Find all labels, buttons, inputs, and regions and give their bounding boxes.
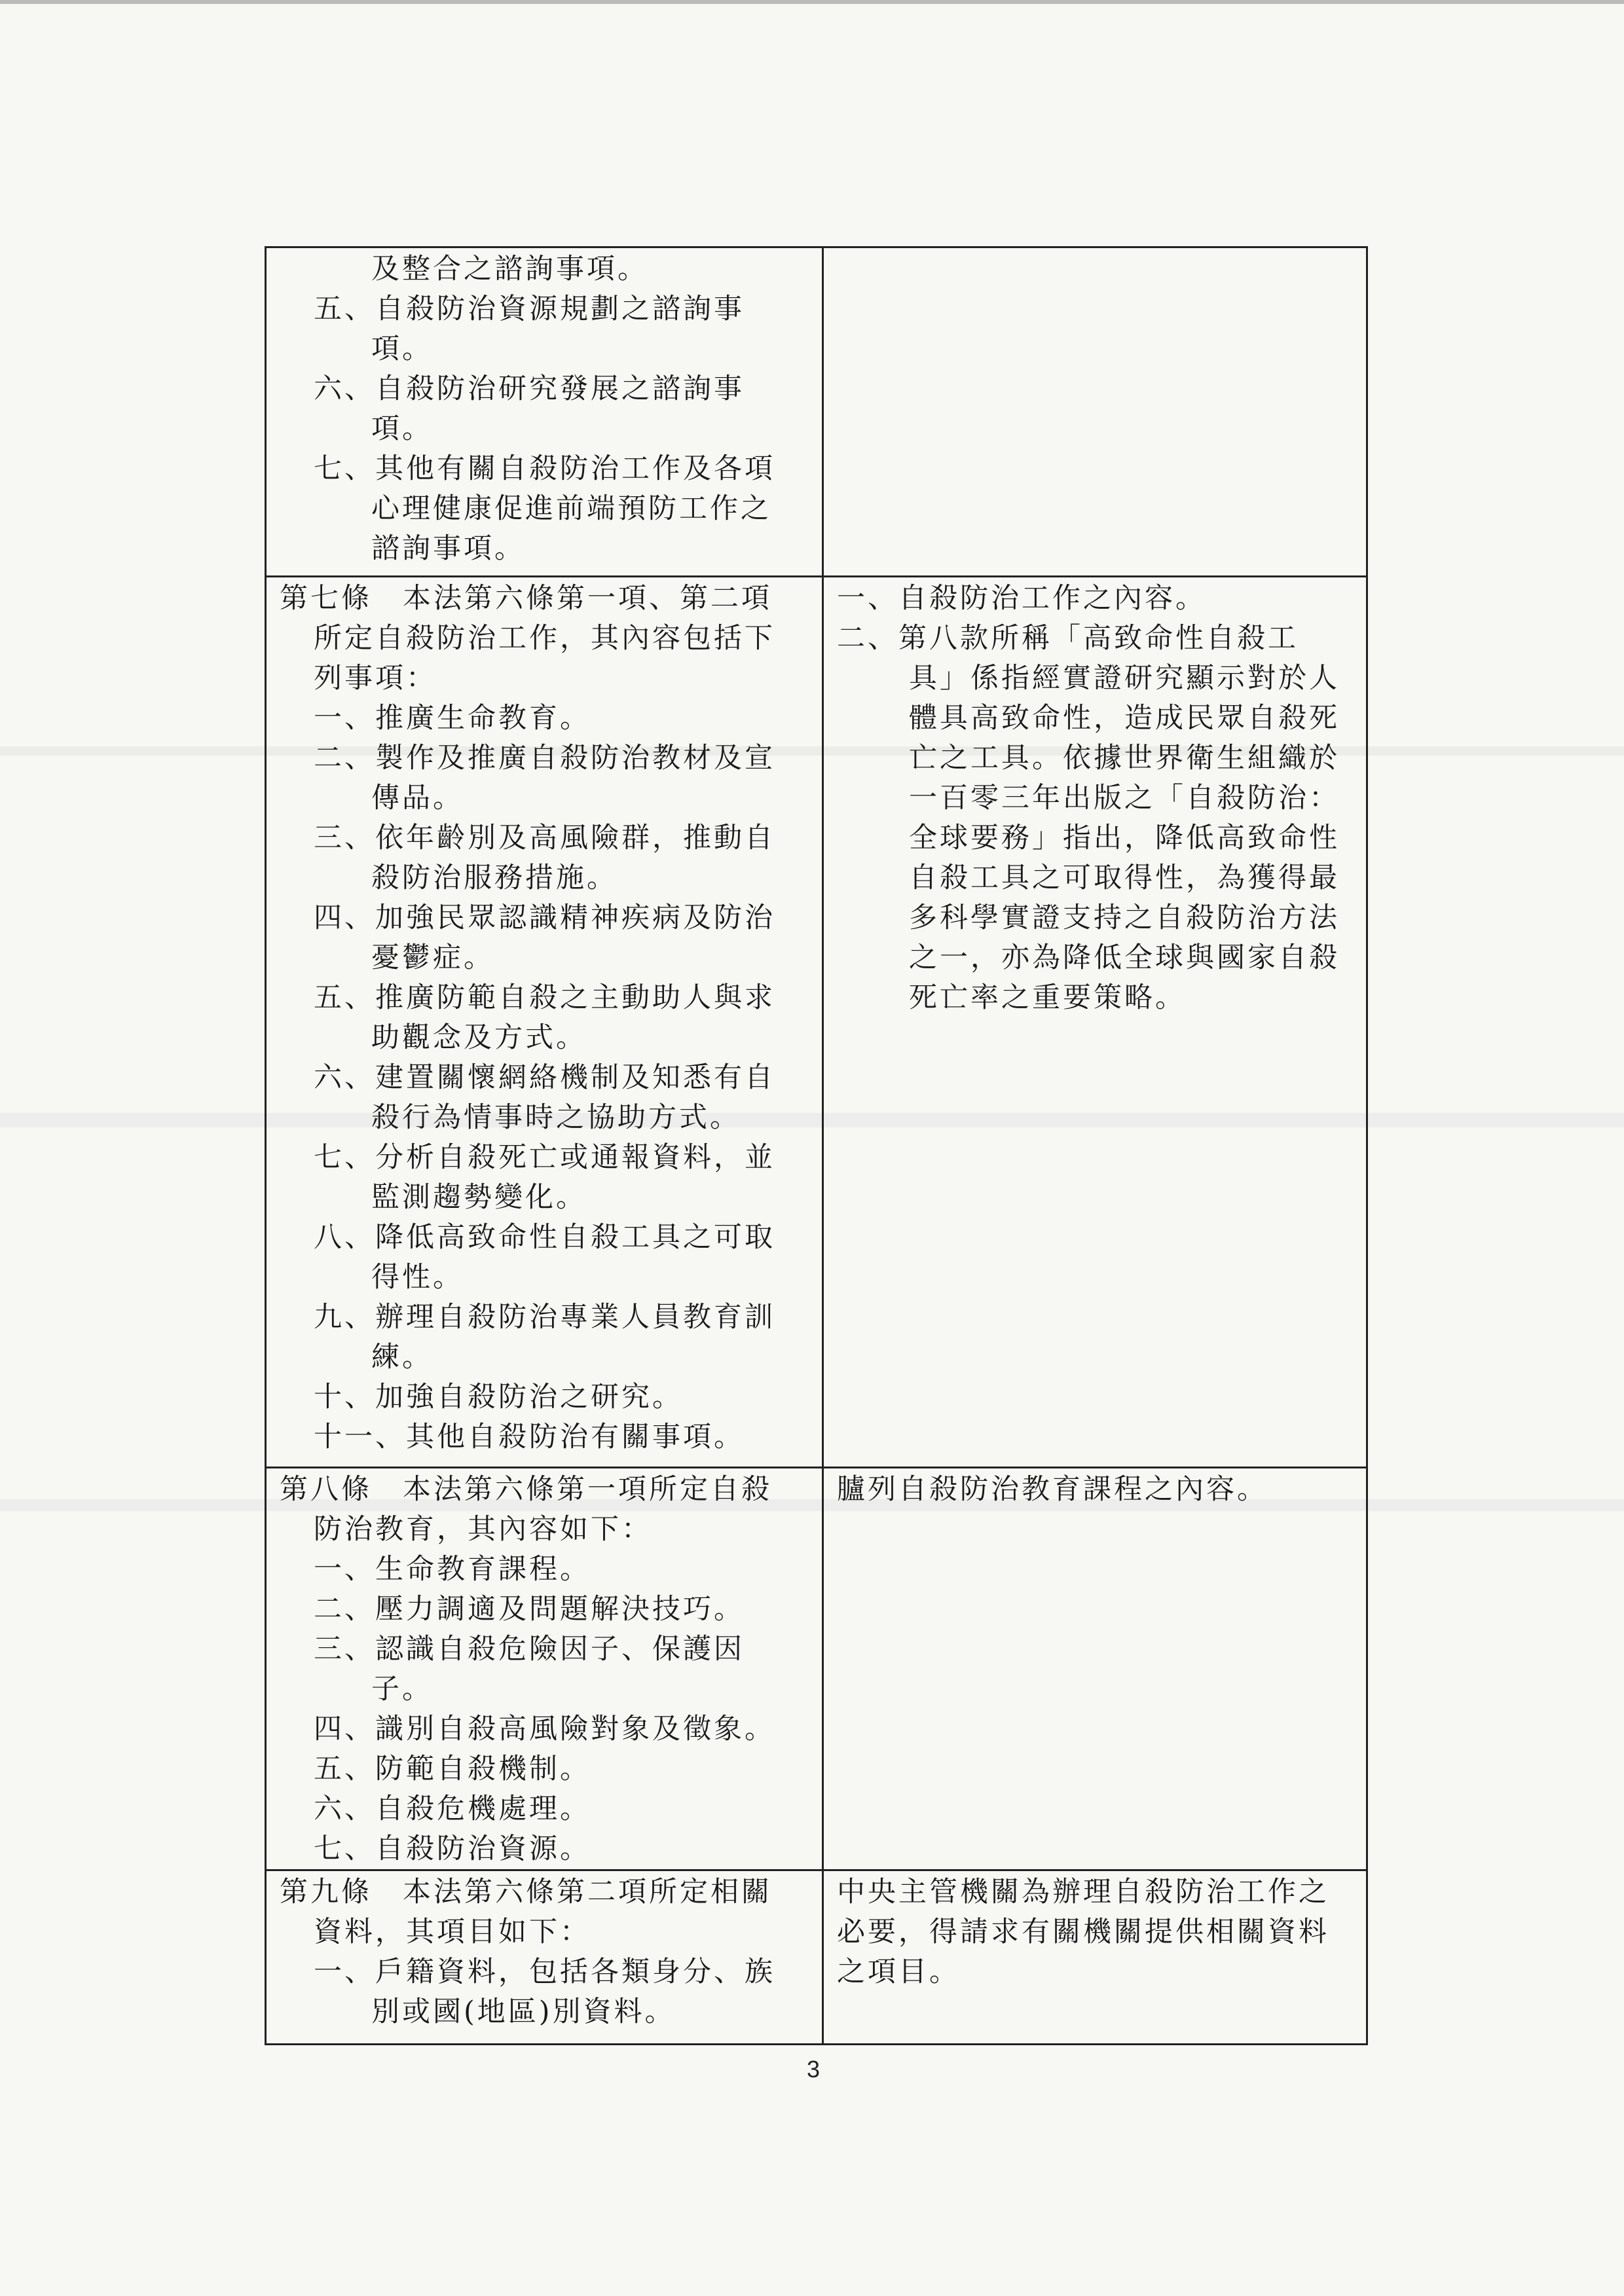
article-text-line: 練。 (371, 1341, 433, 1374)
explanation-text-line: 臚列自殺防治教育課程之內容。 (837, 1473, 1268, 1506)
article-text-cell (266, 577, 823, 1468)
explanation-text-line: 具」係指經實證研究顯示對於人 (909, 662, 1340, 695)
article-text-line: 八、降低高致命性自殺工具之可取 (314, 1221, 775, 1254)
article-text-line: 二、壓力調適及問題解決技巧。 (314, 1593, 745, 1626)
explanation-text-line: 體具高致命性，造成民眾自殺死 (909, 702, 1340, 735)
explanation-text-line: 之一，亦為降低全球與國家自殺 (909, 941, 1340, 974)
article-text-line: 六、自殺危機處理。 (314, 1793, 591, 1825)
explanation-text-line: 亡之工具。依據世界衛生組織於 (909, 742, 1340, 774)
article-text-line: 防治教育，其內容如下： (314, 1513, 652, 1546)
table-row (266, 247, 1367, 577)
explanation-text-line: 死亡率之重要策略。 (909, 981, 1186, 1014)
article-text-line: 一、戶籍資料，包括各類身分、族 (314, 1956, 775, 1988)
explanation-text-line: 自殺工具之可取得性，為獲得最 (909, 862, 1340, 894)
article-text-cell (266, 247, 823, 577)
article-text-line: 憂鬱症。 (371, 941, 494, 974)
article-text-line: 及整合之諮詢事項。 (371, 253, 648, 285)
explanation-cell (823, 1870, 1367, 2045)
article-text-line: 監測趨勢變化。 (371, 1181, 587, 1214)
explanation-text-line: 一百零三年出版之「自殺防治： (909, 782, 1340, 814)
article-text-line: 第九條 本法第六條第二項所定相關 (280, 1876, 772, 1908)
article-text-line: 七、自殺防治資源。 (314, 1832, 591, 1865)
article-text-line: 五、防範自殺機制。 (314, 1753, 591, 1785)
article-text-line: 三、認識自殺危險因子、保護因 (314, 1633, 745, 1666)
scan-edge (0, 0, 1624, 4)
table-row (266, 1468, 1367, 1870)
table-row (266, 1870, 1367, 2045)
article-text-line: 心理健康促進前端預防工作之 (371, 492, 771, 525)
article-text-line: 諮詢事項。 (371, 532, 525, 565)
article-text-line: 一、生命教育課程。 (314, 1553, 591, 1586)
article-text-line: 一、推廣生命教育。 (314, 702, 591, 735)
article-text-line: 殺防治服務措施。 (371, 862, 618, 894)
article-text-line: 別或國(地區)別資料。 (371, 1995, 676, 2028)
article-text-line: 七、其他有關自殺防治工作及各項 (314, 452, 775, 485)
article-text-line: 傳品。 (371, 782, 464, 814)
regulation-table (265, 246, 1368, 2045)
article-text-line: 十一、其他自殺防治有關事項。 (314, 1421, 745, 1453)
article-text-line: 項。 (371, 333, 433, 365)
article-text-line: 助觀念及方式。 (371, 1021, 587, 1054)
article-text-cell (266, 1870, 823, 2045)
article-text-cell (266, 1468, 823, 1870)
article-text-line: 五、自殺防治資源規劃之諮詢事 (314, 293, 745, 325)
explanation-cell (823, 577, 1367, 1468)
article-text-line: 六、建置關懷網絡機制及知悉有自 (314, 1061, 775, 1094)
explanation-text-line: 一、自殺防治工作之內容。 (837, 582, 1206, 615)
article-text-line: 列事項： (314, 662, 437, 695)
article-text-line: 子。 (371, 1673, 433, 1705)
article-text-line: 九、辦理自殺防治專業人員教育訓 (314, 1301, 775, 1334)
article-text-line: 項。 (371, 412, 433, 445)
explanation-cell (823, 247, 1367, 577)
explanation-cell (823, 1468, 1367, 1870)
article-text-line: 四、加強民眾認識精神疾病及防治 (314, 902, 775, 934)
article-text-line: 得性。 (371, 1261, 464, 1294)
article-text-line: 第八條 本法第六條第一項所定自殺 (280, 1473, 772, 1506)
article-text-line: 五、推廣防範自殺之主動助人與求 (314, 981, 775, 1014)
article-text-line: 六、自殺防治研究發展之諮詢事 (314, 373, 745, 405)
article-text-line: 所定自殺防治工作，其內容包括下 (314, 622, 775, 655)
article-text-line: 四、識別自殺高風險對象及徵象。 (314, 1713, 775, 1745)
article-text-line: 十、加強自殺防治之研究。 (314, 1381, 683, 1413)
article-text-line: 三、依年齡別及高風險群，推動自 (314, 822, 775, 854)
explanation-text-line: 中央主管機關為辦理自殺防治工作之 (837, 1876, 1329, 1908)
explanation-text-line: 二、第八款所稱「高致命性自殺工 (837, 622, 1299, 655)
explanation-text-line: 多科學實證支持之自殺防治方法 (909, 902, 1340, 934)
explanation-text-line: 之項目。 (837, 1956, 960, 1988)
article-text-line: 資料，其項目如下： (314, 1916, 591, 1948)
article-text-line: 殺行為情事時之協助方式。 (371, 1101, 741, 1134)
explanation-text-line: 全球要務」指出，降低高致命性 (909, 822, 1340, 854)
page-number: 3 (806, 2056, 821, 2083)
table-row (266, 577, 1367, 1468)
article-text-line: 第七條 本法第六條第一項、第二項 (280, 582, 772, 615)
explanation-text-line: 必要，得請求有關機關提供相關資料 (837, 1916, 1329, 1948)
article-text-line: 二、製作及推廣自殺防治教材及宣 (314, 742, 775, 774)
article-text-line: 七、分析自殺死亡或通報資料，並 (314, 1141, 775, 1174)
